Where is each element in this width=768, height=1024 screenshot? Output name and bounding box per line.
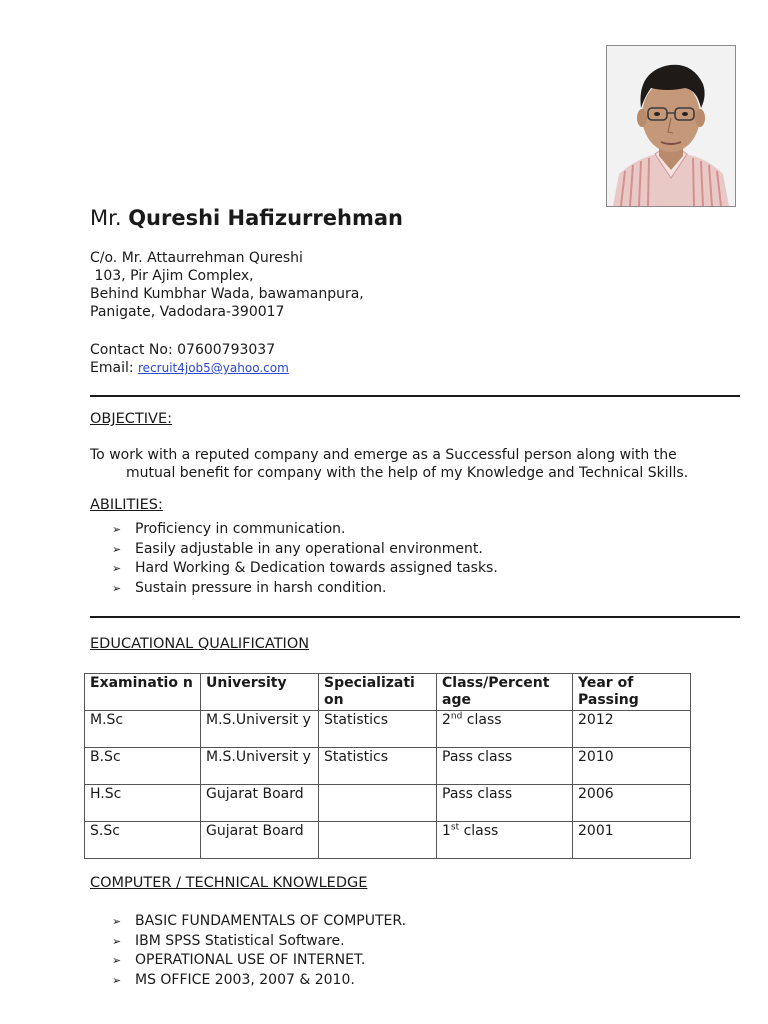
class-suffix: class xyxy=(459,823,499,839)
computer-heading: COMPUTER / TECHNICAL KNOWLEDGE xyxy=(90,875,368,891)
year-cell: 2006 xyxy=(573,785,691,822)
list-item xyxy=(112,951,406,971)
address-block xyxy=(90,249,364,321)
candidate-name xyxy=(90,203,403,233)
objective-line-1: To work with a reputed company and emerge as a Successful person along with the xyxy=(90,447,677,463)
table-row xyxy=(85,748,691,785)
list-item xyxy=(112,971,406,991)
table-row xyxy=(85,711,691,748)
column-header: University xyxy=(201,674,319,711)
arrow-bullet-icon: ➢ xyxy=(112,934,122,948)
class-value: Pass class xyxy=(442,749,513,765)
list-item xyxy=(112,520,498,540)
list-item xyxy=(112,559,498,579)
year-cell: 2010 xyxy=(573,748,691,785)
column-header: Examinatio n xyxy=(85,674,201,711)
ability-text: Sustain pressure in harsh condition. xyxy=(135,579,387,596)
address-line: C/o. Mr. Attaurrehman Qureshi xyxy=(90,250,303,266)
arrow-bullet-icon: ➢ xyxy=(112,581,122,595)
email-link[interactable]: recruit4job5@yahoo.com xyxy=(138,361,289,375)
email-label: Email: xyxy=(90,360,139,376)
person-portrait xyxy=(607,46,735,206)
class-value: Pass class xyxy=(442,786,513,802)
university-cell: M.S.Universit y xyxy=(201,711,319,748)
skill-text: OPERATIONAL USE OF INTERNET. xyxy=(135,952,366,968)
specialization-cell: Statistics xyxy=(319,711,437,748)
contact-block xyxy=(90,341,289,377)
year-cell: 2001 xyxy=(573,822,691,859)
skill-text: BASIC FUNDAMENTALS OF COMPUTER. xyxy=(135,913,407,929)
list-item xyxy=(112,579,498,599)
address-line: Panigate, Vadodara-390017 xyxy=(90,304,285,320)
abilities-list xyxy=(112,520,498,598)
phone-label: Contact No: xyxy=(90,342,178,358)
class-value: 1 xyxy=(442,823,451,839)
ability-text: Easily adjustable in any operational environment. xyxy=(135,540,483,557)
class-cell xyxy=(437,822,573,859)
exam-cell: B.Sc xyxy=(85,748,201,785)
exam-cell: M.Sc xyxy=(85,711,201,748)
objective-heading: OBJECTIVE: xyxy=(90,411,173,427)
email-line xyxy=(90,359,289,377)
profile-photo xyxy=(606,45,736,207)
list-item xyxy=(112,540,498,560)
arrow-bullet-icon: ➢ xyxy=(112,542,122,556)
table-row xyxy=(85,822,691,859)
table-header-row xyxy=(85,674,691,711)
education-table xyxy=(84,673,691,859)
phone-line xyxy=(90,341,289,359)
class-cell xyxy=(437,748,573,785)
university-cell: Gujarat Board xyxy=(201,822,319,859)
arrow-bullet-icon: ➢ xyxy=(112,915,122,928)
ability-text: Hard Working & Dedication towards assigned tasks. xyxy=(135,560,498,576)
class-cell xyxy=(437,711,573,748)
phone-number: 07600793037 xyxy=(177,342,276,358)
class-ordinal: st xyxy=(450,822,460,833)
class-ordinal: nd xyxy=(450,711,463,722)
class-value: 2 xyxy=(442,712,451,728)
class-cell xyxy=(437,785,573,822)
address-line: 103, Pir Ajim Complex, xyxy=(90,268,254,284)
exam-cell: H.Sc xyxy=(85,785,201,822)
address-line: Behind Kumbhar Wada, bawamanpura, xyxy=(90,286,364,302)
skill-text: IBM SPSS Statistical Software. xyxy=(135,932,345,949)
salutation: Mr. xyxy=(90,206,129,230)
objective-text xyxy=(90,446,750,482)
divider xyxy=(90,395,740,397)
column-header: Specializati on xyxy=(319,674,437,711)
year-cell: 2012 xyxy=(573,711,691,748)
ability-text: Proficiency in communication. xyxy=(135,521,346,537)
specialization-cell xyxy=(319,822,437,859)
abilities-heading: ABILITIES: xyxy=(90,497,163,513)
divider xyxy=(90,616,740,618)
specialization-cell xyxy=(319,785,437,822)
list-item xyxy=(112,932,406,952)
arrow-bullet-icon: ➢ xyxy=(112,954,122,967)
column-header: Class/Percent age xyxy=(437,674,573,711)
arrow-bullet-icon: ➢ xyxy=(112,973,122,987)
table-row xyxy=(85,785,691,822)
exam-cell: S.Sc xyxy=(85,822,201,859)
university-cell: M.S.Universit y xyxy=(201,748,319,785)
full-name: Qureshi Hafizurrehman xyxy=(128,206,403,230)
education-heading: EDUCATIONAL QUALIFICATION xyxy=(90,636,310,652)
specialization-cell: Statistics xyxy=(319,748,437,785)
skill-text: MS OFFICE 2003, 2007 & 2010. xyxy=(135,971,355,988)
computer-list xyxy=(112,912,406,990)
university-cell: Gujarat Board xyxy=(201,785,319,822)
class-suffix: class xyxy=(462,712,502,728)
list-item xyxy=(112,912,406,932)
arrow-bullet-icon: ➢ xyxy=(112,562,122,575)
column-header: Year of Passing xyxy=(573,674,691,711)
arrow-bullet-icon: ➢ xyxy=(112,523,122,536)
objective-line-2: mutual benefit for company with the help of my Knowledge and Technical Skills. xyxy=(126,465,689,481)
